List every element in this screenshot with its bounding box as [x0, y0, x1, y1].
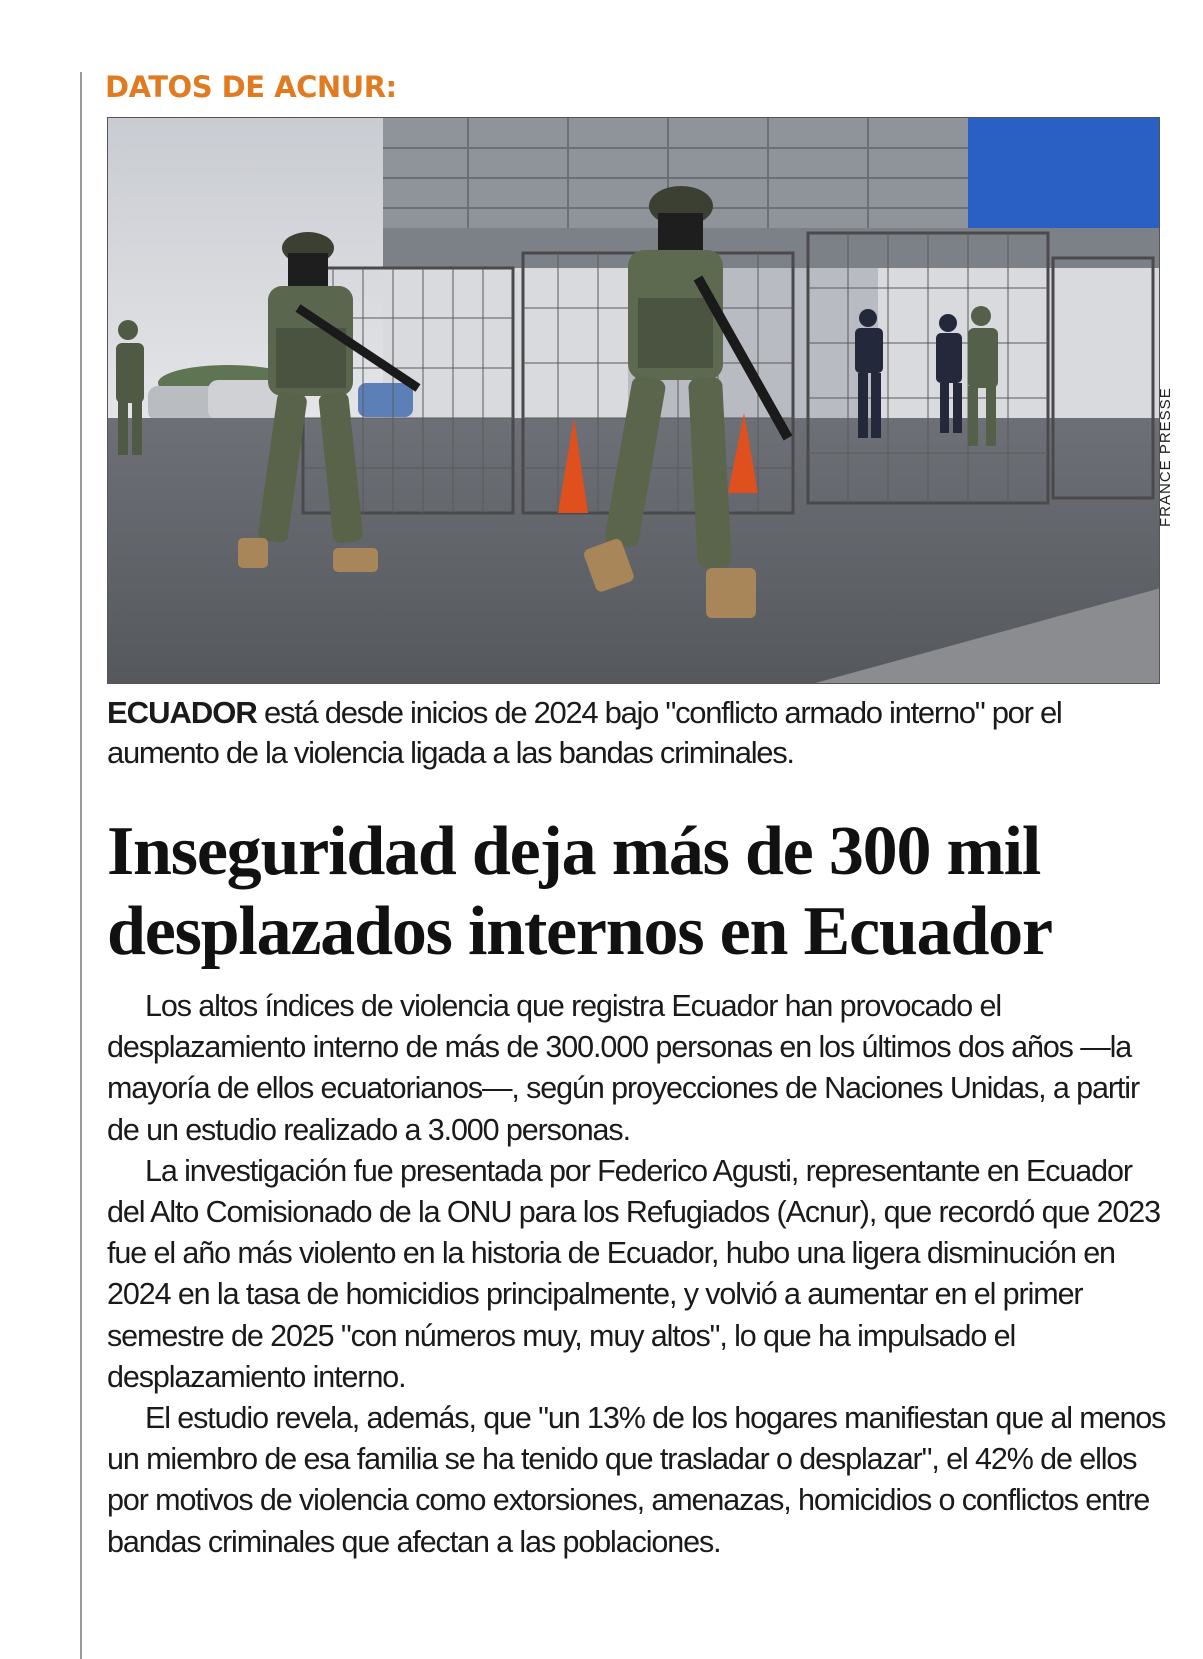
article-body	[107, 986, 1167, 1563]
photo-caption	[107, 693, 1170, 773]
headline-line-1: Inseguridad deja más de 300 mil	[107, 813, 1041, 890]
body-paragraph-3: El estudio revela, además, que "un 13% de los hogares manifiestan que al menos un miembro de esa familia se ha tenido que trasladar o desplazar", el 42% de ellos por motivos de violencia como extorsiones, amenazas, homicidios o conflictos entre bandas criminales que afectan a las poblaciones.	[107, 1401, 1166, 1559]
caption-lead: ECUADOR	[107, 695, 257, 730]
news-photo	[107, 117, 1160, 684]
photo-illustration	[108, 118, 1160, 684]
article-headline	[107, 812, 1177, 972]
section-kicker: DATOS DE ACNUR:	[105, 70, 397, 104]
column-rule	[80, 72, 82, 1659]
headline-line-2: desplazados internos en Ecuador	[107, 893, 1052, 970]
caption-text: está desde inicios de 2024 bajo "conflicto armado interno" por el aumento de la violencia ligada a las bandas criminales.	[107, 695, 1062, 770]
photo-credit: FRANCE PRESSE	[1157, 387, 1174, 527]
body-paragraph-2: La investigación fue presentada por Federico Agusti, representante en Ecuador del Alto Comisionado de la ONU para los Refugiados (Acnur), que recordó que 2023 fue el año más violento en la historia de Ecuador, hubo una ligera disminución en 2024 en la tasa de homicidios principalmente, y volvió a aumentar en el primer semestre de 2025 "con números muy, muy altos", lo que ha impulsado el desplazamiento interno.	[107, 1153, 1161, 1394]
body-paragraph-1: Los altos índices de violencia que registra Ecuador han provocado el desplazamiento interno de más de 300.000 personas en los últimos dos años —la mayoría de ellos ecuatorianos—, según proyecciones de Naciones Unidas, a partir de un estudio realizado a 3.000 personas.	[107, 989, 1140, 1147]
